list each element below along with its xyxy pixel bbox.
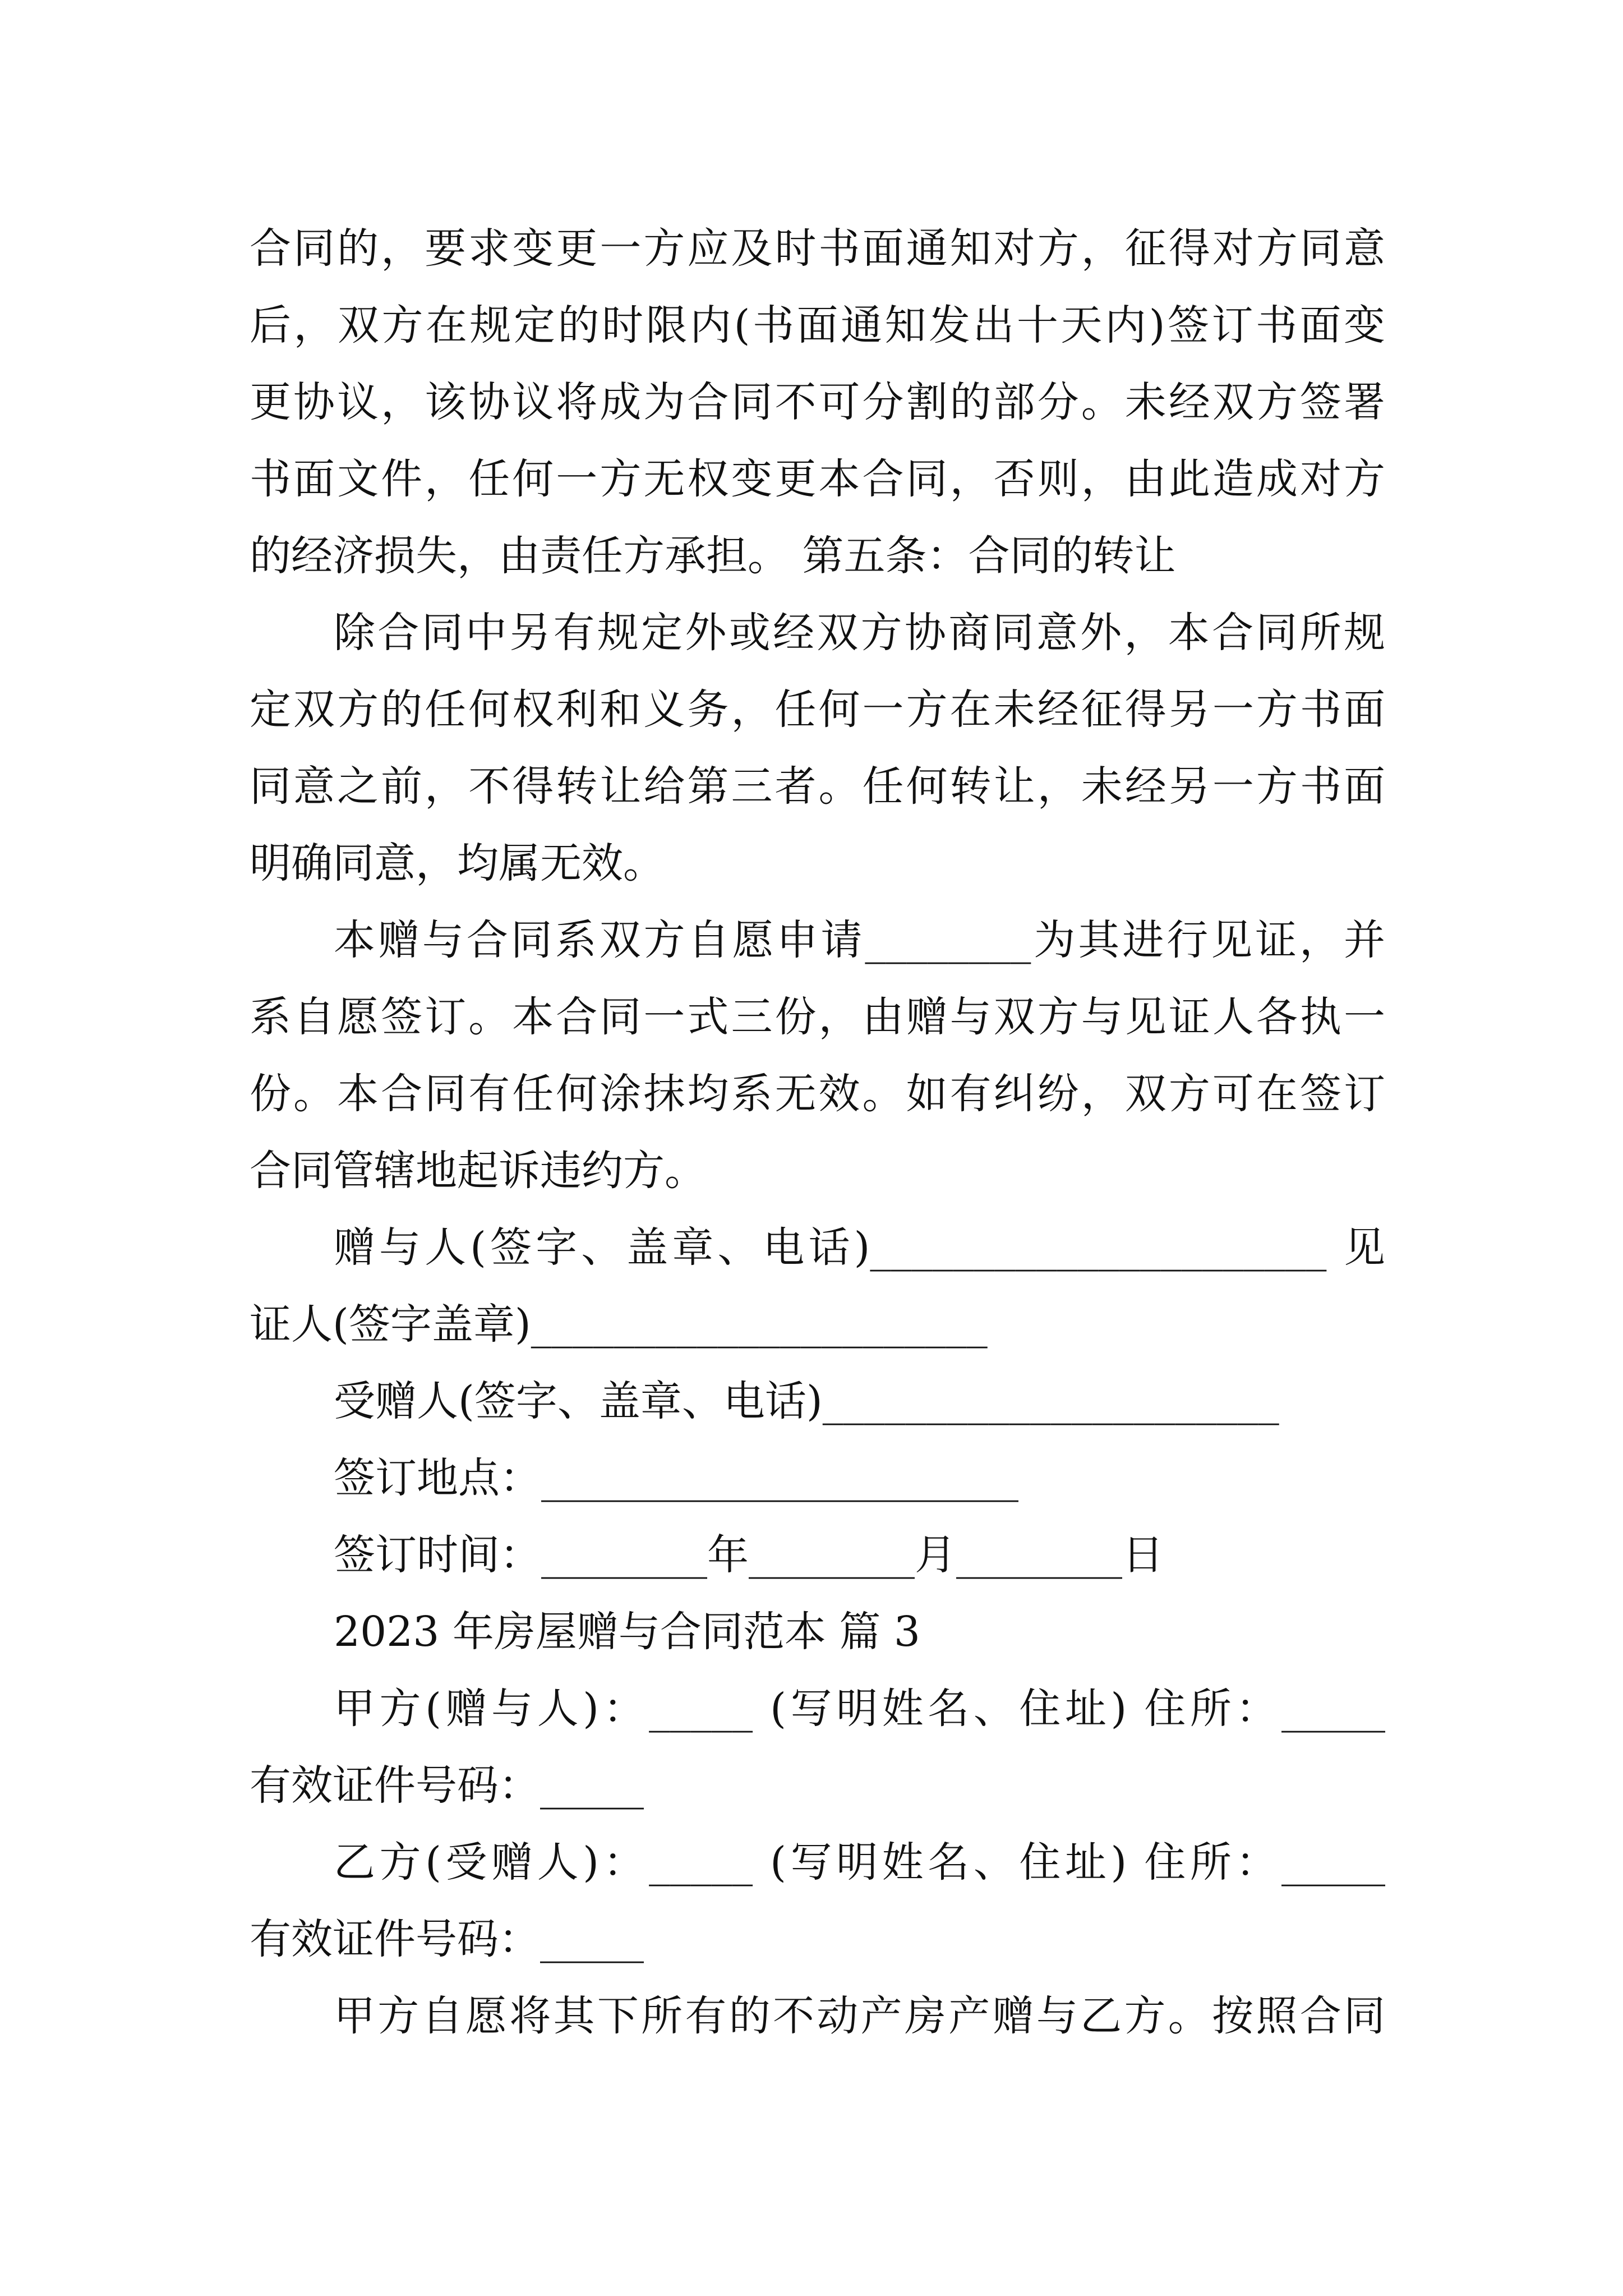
text-line: 合同管辖地起诉违约方。: [250, 1147, 706, 1195]
paragraph-first-line: 本赠与合同系双方自愿申请________为其进行见证，并: [334, 916, 1385, 964]
text-line: 后，双方在规定的时限内(书面通知发出十天内)签订书面变: [250, 301, 1385, 349]
party-b-id-line: 有效证件号码：_____: [250, 1915, 644, 1963]
text-line: 同意之前，不得转让给第三者。任何转让，未经另一方书面: [250, 762, 1385, 811]
document-body: [250, 210, 1385, 2055]
text-line: 定双方的任何权利和义务，任何一方在未经征得另一方书面: [250, 685, 1385, 734]
donor-signature-line: 赠与人(签字、盖章、电话)______________________ 见: [334, 1223, 1385, 1272]
paragraph-first-line: 甲方自愿将其下所有的不动产房产赠与乙方。按照合同: [334, 1992, 1385, 2040]
text-line: 更协议，该协议将成为合同不可分割的部分。未经双方签署: [250, 378, 1385, 426]
text-line: 明确同意，均属无效。: [250, 839, 665, 887]
witness-signature-line: 证人(签字盖章)______________________: [250, 1300, 988, 1349]
party-a-id-line: 有效证件号码：_____: [250, 1761, 644, 1810]
text-line: 系自愿签订。本合同一式三份，由赠与双方与见证人各执一: [250, 993, 1385, 1041]
text-line: 的经济损失，由责任方承担。 第五条：合同的转让: [250, 532, 1176, 580]
text-line: 合同的，要求变更一方应及时书面通知对方，征得对方同意: [250, 224, 1385, 273]
party-a-line: 甲方(赠与人)：_____ (写明姓名、住址) 住所：_____: [334, 1685, 1385, 1733]
recipient-signature-line: 受赠人(签字、盖章、电话)______________________: [334, 1377, 1279, 1425]
signing-date-line: 签订时间：________年________月________日: [334, 1531, 1164, 1579]
paragraph-first-line: 除合同中另有规定外或经双方协商同意外，本合同所规: [334, 609, 1385, 657]
party-b-line: 乙方(受赠人)：_____ (写明姓名、住址) 住所：_____: [334, 1838, 1385, 1887]
text-line: 书面文件，任何一方无权变更本合同，否则，由此造成对方: [250, 455, 1385, 503]
text-line: 份。本合同有任何涂抹均系无效。如有纠纷，双方可在签订: [250, 1070, 1385, 1118]
signing-place-line: 签订地点：_______________________: [334, 1454, 1018, 1502]
section-heading: 2023 年房屋赠与合同范本 篇 3: [334, 1608, 920, 1656]
